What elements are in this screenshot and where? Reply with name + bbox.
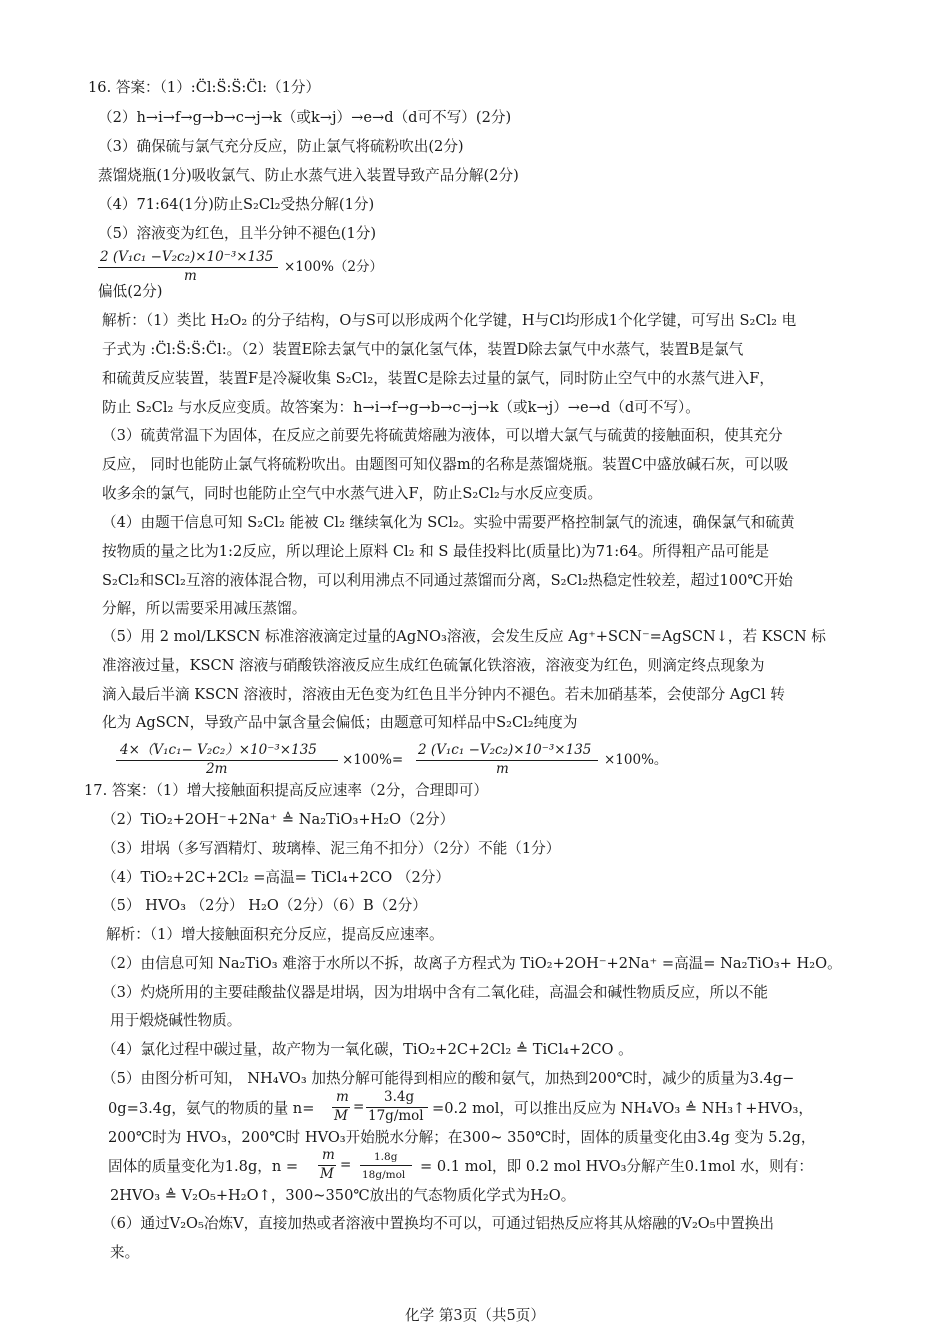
q16-expl-5b: 准溶液过量，KSCN 溶液与硝酸铁溶液反应生成红色硫氰化铁溶液，溶液变为红色，则滴定终点现象为 (102, 657, 765, 674)
q17-expl-1: 解析：（1）增大接触面积充分反应，提高反应速率。 (106, 926, 444, 943)
q16-expl-5-frac2-numerator: 2 (V₁c₁ −V₂c₂)×10⁻³×135 (418, 742, 592, 758)
q16-expl-5-frac2-denominator: m (496, 761, 509, 777)
q16-answer-5-tail: ×100%（2分） (284, 259, 383, 275)
q16-answer-5: （5）溶液变为红色，且半分钟不褪色(1分) (98, 225, 377, 242)
q16-expl-4a: （4）由题干信息可知 S₂Cl₂ 能被 Cl₂ 继续氧化为 SCl₂。实验中需要严格控制氯气的流速，确保氯气和硫黄 (102, 514, 795, 531)
q16-expl-5-tail: ×100%。 (604, 752, 668, 768)
q17-expl-5d-frac1-denominator: M (320, 1166, 334, 1182)
q17-expl-4: （4）氯化过程中碳过量，故产物为一氧化碳，TiO₂+2C+2Cl₂ ≜ TiCl₄+2CO 。 (102, 1041, 633, 1058)
q16-answer-5-numerator: 2 (V₁c₁ −V₂c₂)×10⁻³×135 (100, 249, 274, 265)
q17-expl-5d-frac2-denominator: 18g/mol (362, 1169, 406, 1181)
q17-expl-5c: 200℃时为 HVO₃，200℃时 HVO₃开始脱水分解；在300~ 350℃时，固体的质量变化由3.4g 变为 5.2g， (108, 1129, 816, 1146)
q16-answer-5-denominator: m (184, 268, 197, 284)
q17-expl-5b-post: =0.2 mol，可以推出反应为 NH₄VO₃ ≜ NH₃↑+HVO₃， (432, 1100, 813, 1117)
q16-expl-4d: 分解，所以需要采用减压蒸馏。 (102, 600, 307, 617)
q17-expl-5d-pre: 固体的质量变化为1.8g，n = (108, 1158, 299, 1175)
q16-expl-1a: 解析：（1）类比 H₂O₂ 的分子结构，O与S可以形成两个化学键，H与Cl均形成1个化学键，可写出 S₂Cl₂ 电 (102, 312, 797, 329)
q17-expl-5b-pre: 0g=3.4g，氨气的物质的量 n= (108, 1100, 315, 1117)
q16-expl-3b: 反应， 同时也能防止氯气将硫粉吹出。由题图可知仪器m的名称是蒸馏烧瓶。装置C中盛放碱石灰，可以吸 (102, 456, 789, 473)
q16-expl-3c: 收多余的氯气，同时也能防止空气中水蒸气进入F，防止S₂Cl₂与水反应变质。 (102, 485, 603, 502)
q17-answer-2: （2）TiO₂+2OH⁻+2Na⁺ ≜ Na₂TiO₃+H₂O（2分） (102, 811, 455, 828)
q17-expl-5b-frac1-numerator: m (336, 1089, 349, 1105)
q16-expl-1d: 防止 S₂Cl₂ 与水反应变质。故答案为：h→i→f→g→b→c→j→k（或k→j）→e→d（d可不写）。 (102, 399, 700, 416)
q17-answer-3: （3）坩埚（多写酒精灯、玻璃棒、泥三角不扣分）（2分）不能（1分） (102, 840, 561, 857)
page-footer: 化学 第3页（共5页） (405, 1307, 545, 1324)
q16-answer-1: 16. 答案：（1）:C̈l:S̈:S̈:C̈l:（1分） (88, 79, 321, 96)
q17-answer-1: 17. 答案：（1）增大接触面积提高反应速率（2分，合理即可） (84, 782, 488, 799)
q17-expl-5b-frac1-denominator: M (334, 1108, 348, 1124)
q17-expl-3b: 用于煅烧碱性物质。 (110, 1012, 242, 1029)
q17-expl-6b: 来。 (110, 1244, 140, 1261)
q17-expl-5e: 2HVO₃ ≜ V₂O₅+H₂O↑，300~350℃放出的气态物质化学式为H₂O。 (110, 1187, 576, 1204)
q16-answer-3: （3）确保硫与氯气充分反应，防止氯气将硫粉吹出(2分) (98, 138, 464, 155)
q16-expl-1c: 和硫黄反应装置，装置F是冷凝收集 S₂Cl₂，装置C是除去过量的氯气，同时防止空气中的水蒸气进入F， (102, 370, 774, 387)
q17-expl-5b-equals: = (353, 1099, 365, 1115)
q16-answer-4: （4）71:64(1分)防止S₂Cl₂受热分解(1分) (98, 196, 375, 213)
q16-answer-3b: 蒸馏烧瓶(1分)吸收氯气、防止水蒸气进入装置导致产品分解(2分) (98, 167, 519, 184)
q17-expl-6a: （6）通过V₂O₅冶炼V，直接加热或者溶液中置换均不可以，可通过铝热反应将其从熔融的V₂O₅中置换出 (102, 1215, 774, 1232)
q17-expl-5b-frac2-numerator: 3.4g (384, 1089, 415, 1105)
q16-expl-3a: （3）硫黄常温下为固体，在反应之前要先将硫黄熔融为液体，可以增大氯气与硫黄的接触面积，使其充分 (102, 427, 783, 444)
q16-expl-5-frac1-denominator: 2m (206, 761, 228, 777)
q17-expl-5d-frac2-numerator: 1.8g (374, 1151, 398, 1163)
q16-expl-5c: 滴入最后半滴 KSCN 溶液时，溶液由无色变为红色且半分钟内不褪色。若未加硝基苯，会使部分 AgCl 转 (102, 686, 785, 703)
q17-expl-2: （2）由信息可知 Na₂TiO₃ 难溶于水所以不拆，故离子方程式为 TiO₂+2OH⁻+2Na⁺ =高温= Na₂TiO₃+ H₂O。 (102, 955, 842, 972)
q16-expl-1b: 子式为 :C̈l:S̈:S̈:C̈l:。（2）装置E除去氯气中的氯化氢气体，装置D除去氯气中水蒸气，装置B是氯气 (102, 341, 744, 358)
q16-answer-2: （2）h→i→f→g→b→c→j→k（或k→j）→e→d（d可不写）(2分) (98, 109, 512, 126)
q16-expl-4c: S₂Cl₂和SCl₂互溶的液体混合物，可以利用沸点不同通过蒸馏而分离，S₂Cl₂热稳定性较差，超过100℃开始 (102, 572, 793, 589)
q17-expl-5a: （5）由图分析可知， NH₄VO₃ 加热分解可能得到相应的酸和氨气，加热到200℃时，减少的质量为3.4g− (102, 1070, 795, 1087)
q16-expl-5-frac1-numerator: 4×（V₁c₁− V₂c₂）×10⁻³×135 (120, 742, 317, 758)
q17-expl-3a: （3）灼烧所用的主要硅酸盐仪器是坩埚，因为坩埚中含有二氧化硅，高温会和碱性物质反应，所以不能 (102, 984, 769, 1001)
q17-expl-5d-equals: = (340, 1157, 352, 1173)
q17-answer-5: （5） HVO₃ （2分） H₂O（2分）（6）B（2分） (102, 897, 427, 914)
q16-expl-4b: 按物质的量之比为1:2反应，所以理论上原料 Cl₂ 和 S 最佳投料比(质量比)为71:64。所得粗产品可能是 (102, 543, 770, 560)
q17-expl-5b-frac2-denominator: 17g/mol (368, 1108, 424, 1124)
q17-answer-4: （4）TiO₂+2C+2Cl₂ =高温= TiCl₄+2CO （2分） (102, 869, 450, 886)
q17-expl-5d-frac1-numerator: m (322, 1147, 335, 1163)
q16-expl-5-mid: ×100%= (342, 752, 404, 768)
q16-expl-5a: （5）用 2 mol/LKSCN 标准溶液滴定过量的AgNO₃溶液，会发生反应 Ag⁺+SCN⁻=AgSCN↓，若 KSCN 标 (102, 628, 826, 645)
q17-expl-5d-post: = 0.1 mol，即 0.2 mol HVO₃分解产生0.1mol 水，则有： (420, 1158, 813, 1175)
q16-answer-5b: 偏低(2分) (98, 283, 163, 300)
q16-expl-5d: 化为 AgSCN，导致产品中氯含量会偏低；由题意可知样品中S₂Cl₂纯度为 (102, 714, 578, 731)
